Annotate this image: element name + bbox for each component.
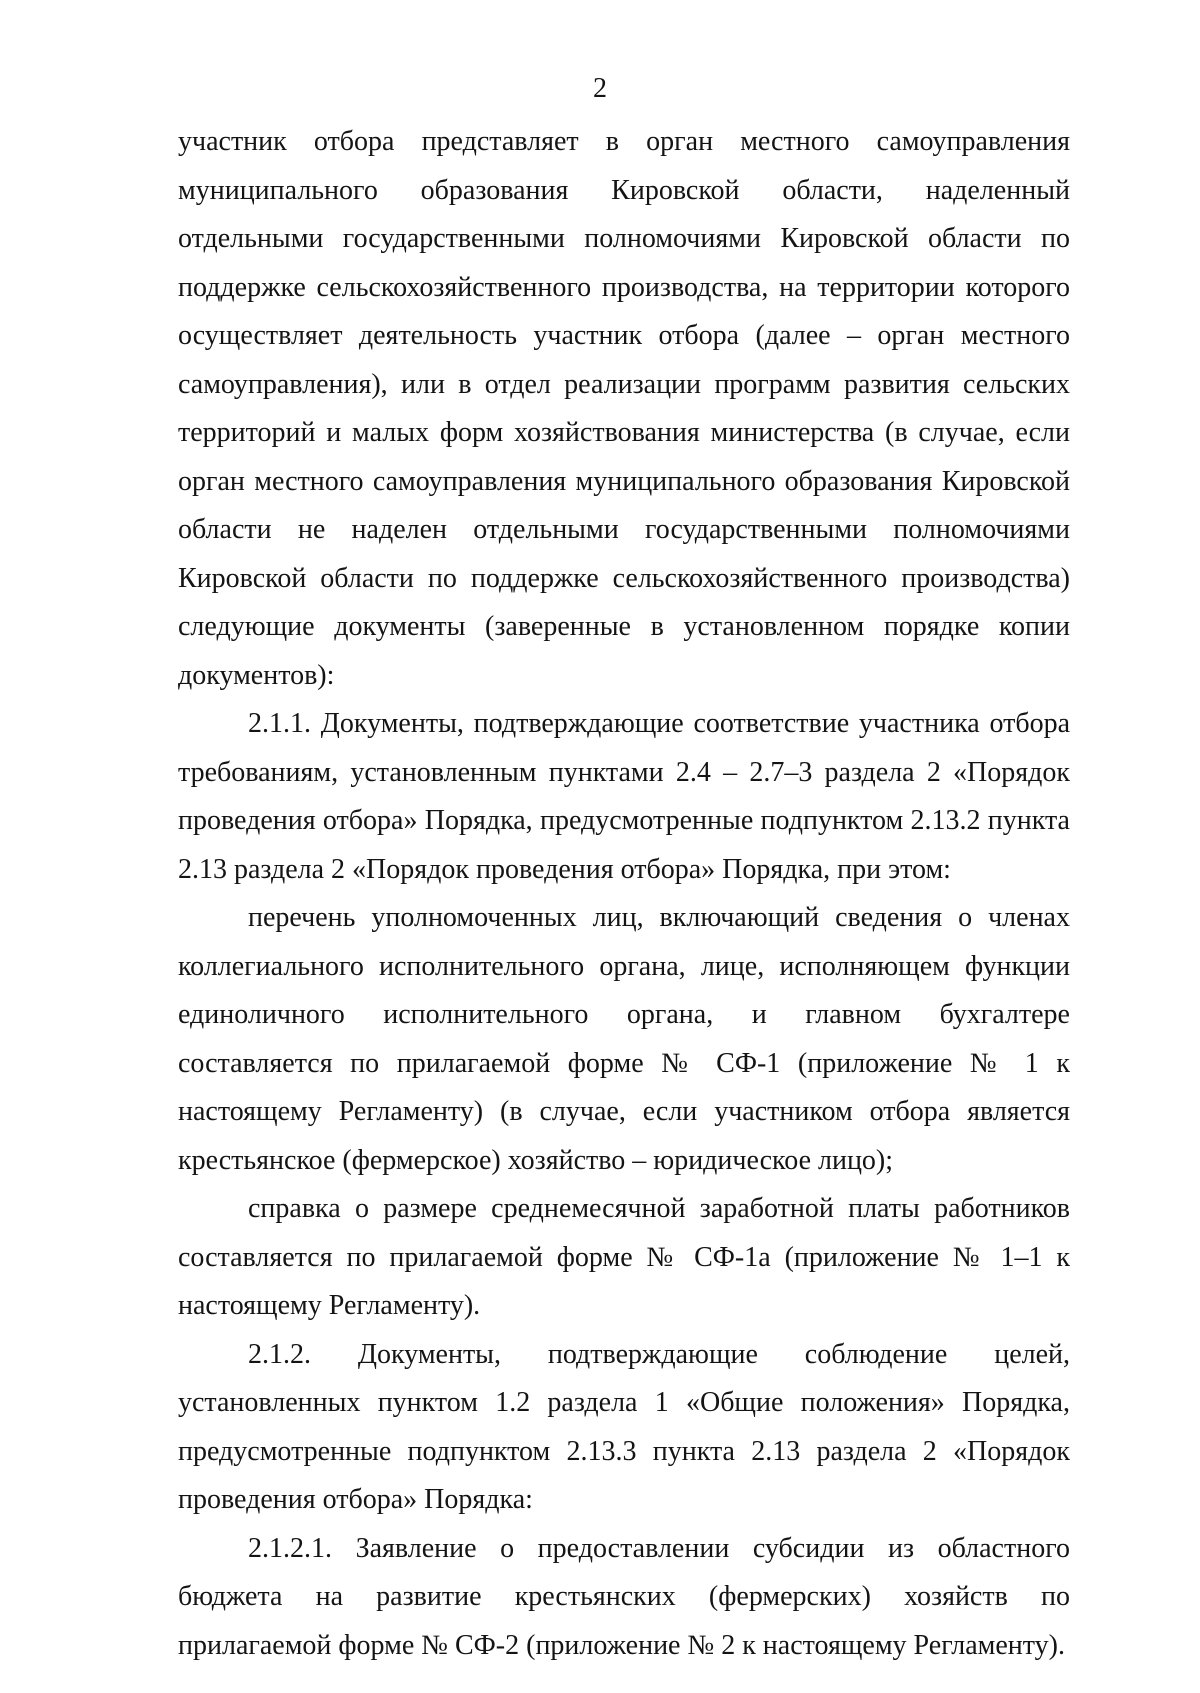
page-number: 2	[593, 73, 607, 104]
document-body	[178, 118, 1070, 1670]
paragraph-salary-certificate: справка о размере среднемесячной заработной платы работников составляется по прилагаемой форме № СФ-1а (приложение № 1–1 к настоящему Регламенту).	[178, 1193, 1070, 1321]
paragraph-submission-intro: участник отбора представляет в орган местного самоуправления муниципального образования Кировской области, наделенный отдельными государственными полномочиями Кировской области по поддержке сельскохозяйственного производства, на территории которого осуществляет деятельность участник отбора (далее – орган местного самоуправления), или в отдел реализации программ развития сельских территорий и малых форм хозяйствования министерства (в случае, если орган местного самоуправления муниципального образования Кировской области не наделен отдельными государственными полномочиями Кировской области по поддержке сельскохозяйственного производства) следующие документы (заверенные в установленном порядке копии документов):	[178, 126, 1070, 691]
paragraph-2-1-2: 2.1.2. Документы, подтверждающие соблюдение целей, установленных пунктом 1.2 раздела 1 «Общие положения» Порядка, предусмотренные подпунктом 2.13.3 пункта 2.13 раздела 2 «Порядок проведения отбора» Порядка:	[178, 1338, 1070, 1515]
paragraph-2-1-1: 2.1.1. Документы, подтверждающие соответствие участника отбора требованиям, установленным пунктами 2.4 – 2.7–3 раздела 2 «Порядок проведения отбора» Порядка, предусмотренные подпунктом 2.13.2 пункта 2.13 раздела 2 «Порядок проведения отбора» Порядка, при этом:	[178, 708, 1070, 885]
paragraph-2-1-2-1: 2.1.2.1. Заявление о предоставлении субсидии из областного бюджета на развитие крестьянских (фермерских) хозяйств по прилагаемой форме № СФ-2 (приложение № 2 к настоящему Регламенту).	[178, 1532, 1070, 1661]
paragraph-authorized-persons-list: перечень уполномоченных лиц, включающий сведения о членах коллегиального исполнительного органа, лице, исполняющем функции единоличного исполнительного органа, и главном бухгалтере составляется по прилагаемой форме № СФ-1 (приложение № 1 к настоящему Регламенту) (в случае, если участником отбора является крестьянское (фермерское) хозяйство – юридическое лицо);	[178, 902, 1070, 1176]
